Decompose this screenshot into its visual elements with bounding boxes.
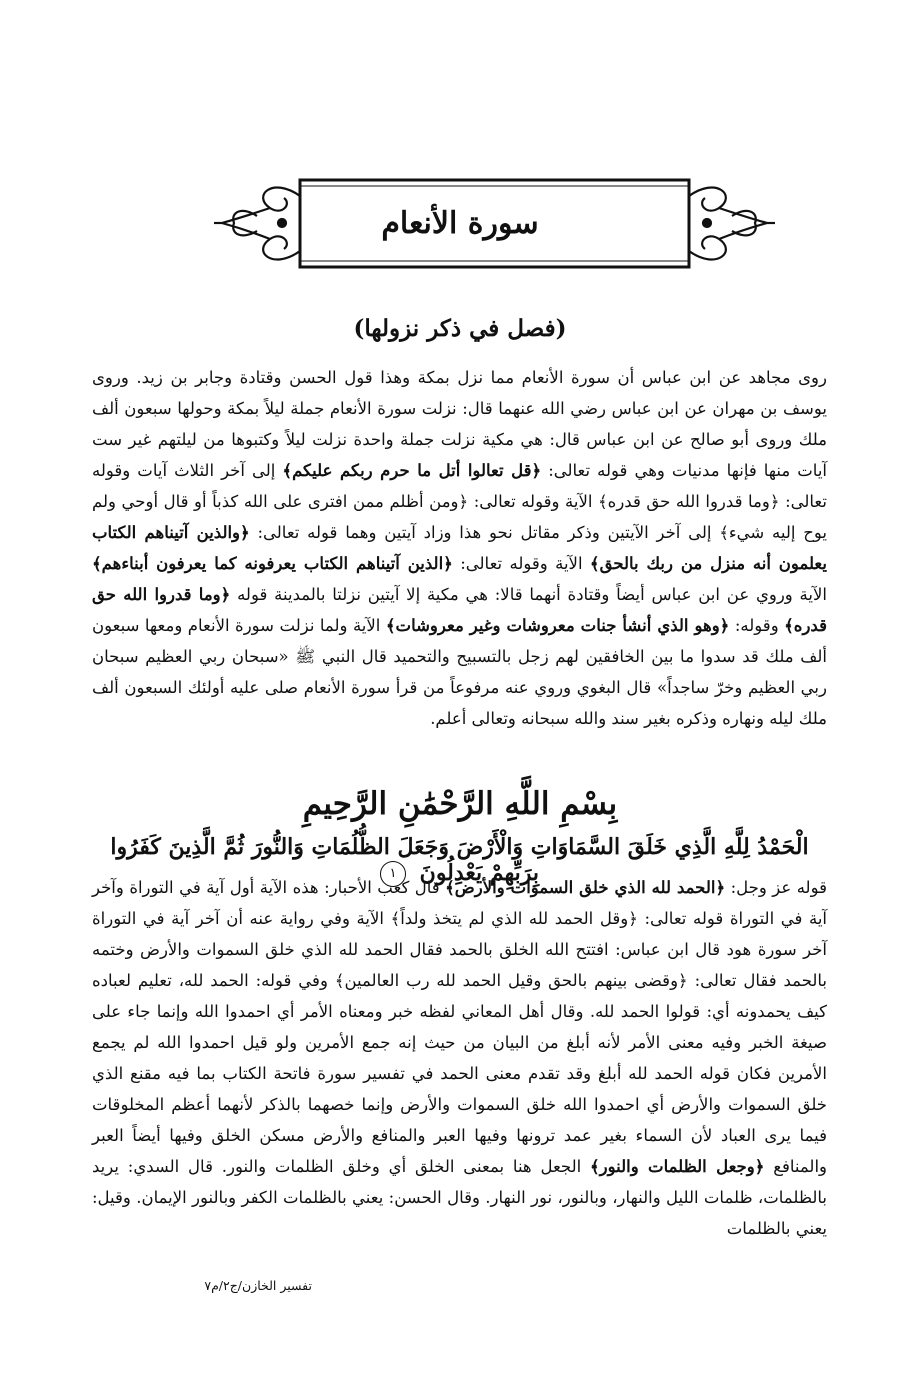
section-heading: (فصل في ذكر نزولها): [353, 315, 567, 342]
intro-text-7: وقوله:: [729, 616, 785, 635]
tafsir-text-3: الآية وفي رواية عنه أن آخر آية في التوراة آخر سورة هود قال ابن عباس: افتتح الله الخلق بالحمد فقال الحمد لله الذي خلق السموات والأرض وختمه بالحمد فقال تعالى:: [92, 909, 827, 990]
intro-text-2: إلى آخر الثلاث آيات وقوله تعالى:: [92, 461, 827, 511]
intro-text-1: روى مجاهد عن ابن عباس أن سورة الأنعام مما نزل بمكة وهذا قول الحسن وقتادة وجابر بن زيد. وروى يوسف بن مهران عن ابن عباس رضي الله عنهما قال: نزلت سورة الأنعام جملة ليلاً بمكة وحولها سبعون ألف ملك وروى أبو صالح عن ابن عباس قال: هي مكية نزلت جملة واحدة نزلت ليلاً وكتبوها من ليلتهم غير ست آيات منها فإنها مدنيات وهي قوله تعالى:: [92, 368, 827, 480]
ayah-text: الْحَمْدُ لِلَّهِ الَّذِي خَلَقَ السَّمَاوَاتِ وَالْأَرْضَ وَجَعَلَ الظُّلُمَاتِ وَالنُّورَ ثُمَّ الَّذِينَ كَفَرُوا بِرَبِّهِمْ يَعْدِلُونَ: [110, 834, 809, 886]
quote-5: ﴿الذين آتيناهم الكتاب يعرفونه كما يعرفون أبناءهم﴾: [92, 554, 453, 573]
quote-3: ﴿ومن أظلم ممن افترى على الله كذباً أو قال أوحي ولم يوح إليه شيء﴾: [92, 492, 827, 542]
intro-text-6: الآية وروي عن ابن عباس أيضاً وقتادة أنهما قالا: هي مكية إلا آيتين نزلتا بالمدينة قوله: [230, 585, 827, 604]
tafsir-paragraph: [92, 872, 827, 1244]
footer-note: تفسير الخازن/ج٢/م٧: [204, 1278, 312, 1293]
quote-2: ﴿وما قدروا الله حق قدره﴾: [598, 492, 780, 511]
basmala: بِسْمِ اللَّهِ الرَّحْمَٰنِ الرَّحِيمِ: [302, 786, 618, 822]
quote-7: ﴿وهو الذي أنشأ جنات معروشات وغير معروشات﴾: [385, 616, 730, 635]
surah-title: سورة الأنعام: [381, 206, 539, 241]
intro-text-4: إلى آخر الآيتين وذكر مقاتل نحو هذا وزاد آيتين وهما قوله تعالى:: [249, 523, 720, 542]
quote-1: ﴿قل تعالوا أتل ما حرم ربكم عليكم﴾: [282, 461, 542, 480]
quote-4: ﴿والذين آتيناهم الكتاب يعلمون أنه منزل من ربك بالحق﴾: [92, 523, 827, 573]
intro-text-3: الآية وقوله تعالى:: [468, 492, 599, 511]
tafsir-text-4: وفي قوله: الحمد لله، تعليم لعباده كيف يحمدونه أي: قولوا الحمد لله. وقال أهل المعاني لفظه خبر ومعناه الأمر أي احمدوا الله وإنما جاء على صيغة الخبر وفيه معنى الأمر لأنه أبلغ من البيان من حيث إنه جمع الأمرين ولو قيل احمدوا الله لم يجمع الأمرين فكان قوله الحمد لله أبلغ وقد تقدم معنى الحمد في تفسير سورة فاتحة الكتاب بما فيه مقنع الذي خلق السموات والأرض أي احمدوا الله خلق السموات والأرض وإنما خصهما بالذكر لأنهما أعظم المخلوقات فيما يرى العباد لأن السماء بغير عمد ترونها وفيها العبر والمنافع والأرض مسكن الخلق وفيها أيضاً العبر والمنافع: [92, 971, 827, 1176]
tafsir-quote-3: ﴿وقضى بينهم بالحق وقيل الحمد لله رب العالمين﴾: [334, 971, 688, 990]
quote-6: ﴿وما قدروا الله حق قدره﴾: [92, 585, 827, 635]
tafsir-text-1: قوله عز وجل:: [725, 878, 827, 897]
ayah-number-icon: ١: [380, 861, 406, 887]
tafsir-quote-4: ﴿وجعل الظلمات والنور﴾: [590, 1157, 765, 1176]
tafsir-text-2: قال كعب الأحبار: هذه الآية أول آية في التوراة وآخر آية في التوراة قوله تعالى:: [92, 878, 827, 928]
tafsir-quote-1: ﴿الحمد لله الذي خلق السموات والأرض﴾: [445, 878, 726, 897]
tafsir-text-5: الجعل هنا بمعنى الخلق أي وخلق الظلمات والنور. قال السدي: يريد بالظلمات، ظلمات الليل والنهار، وبالنور، نور النهار. وقال الحسن: يعني بالظلمات الكفر وبالنور الإيمان. وقيل: يعني بالظلمات: [92, 1157, 827, 1238]
intro-paragraph: [92, 362, 827, 734]
intro-text-8: الآية ولما نزلت سورة الأنعام ومعها سبعون ألف ملك قد سدوا ما بين الخافقين لهم زجل بالتسبيح والتحميد قال النبي ﷺ «سبحان ربي العظيم سبحان ربي العظيم وخرّ ساجداً» قال البغوي وروي عنه مرفوعاً من قرأ سورة الأنعام صلى عليه أولئك السبعون ألف ملك ليله ونهاره وذكره بغير سند والله سبحانه وتعالى أعلم.: [92, 616, 827, 728]
tafsir-quote-2: ﴿وقل الحمد لله الذي لم يتخذ ولداً﴾: [390, 909, 638, 928]
intro-text-5: الآية وقوله تعالى:: [452, 554, 590, 573]
